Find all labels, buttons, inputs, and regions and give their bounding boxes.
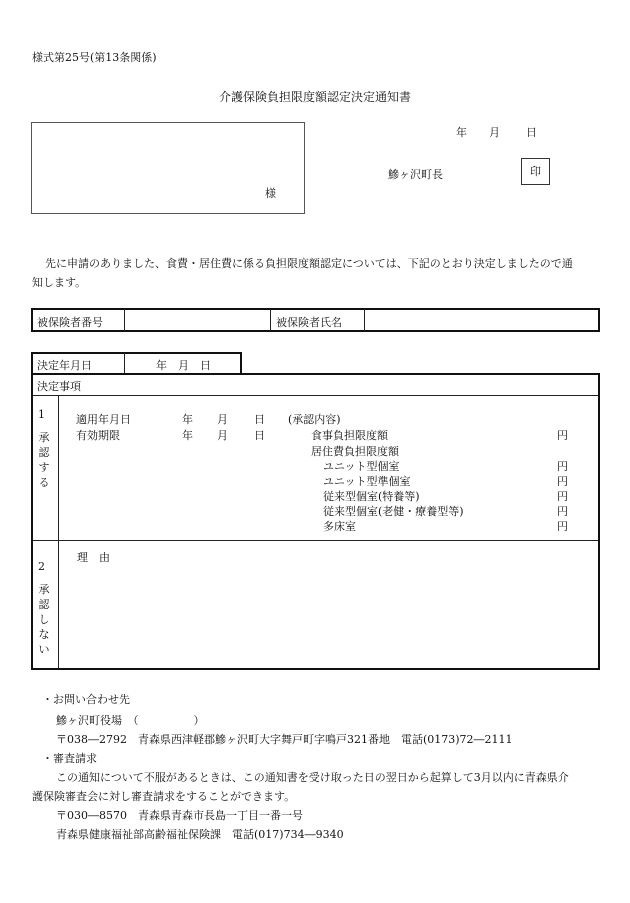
room-type-label: 従来型個室(特養等) [323,490,420,503]
approval-content-label: (承認内容) [288,413,341,426]
insured-divider-2 [270,309,271,331]
insured-name-label: 被保険者氏名 [276,316,342,329]
decision-header-divider [33,395,598,396]
valid-until-year: 年 [182,429,193,442]
reject-number: 2 [38,560,45,573]
decision-date-divider [124,353,125,373]
reason-label: 理 由 [77,551,110,564]
decision-matters-label: 決定事項 [37,380,81,393]
food-limit-yen: 円 [557,429,568,442]
insured-number-field[interactable] [126,310,269,330]
seal-label: 印 [530,165,541,178]
decision-date-value[interactable]: 年 月 日 [156,359,211,372]
approve-reject-divider [33,540,598,541]
appeal-text-line-1: この通知について不服があるときは、この通知書を受け取った日の翌日から起算して3月以内に青森県介 [56,771,569,784]
form-number: 様式第25号(第13条関係) [32,51,157,64]
insured-name-field[interactable] [366,310,598,330]
apply-date-month: 月 [217,413,228,426]
insured-number-label: 被保険者番号 [37,316,103,329]
approve-number: 1 [38,408,45,421]
room-type-yen: 円 [557,505,568,518]
date-year-label: 年 [456,126,467,139]
contact-address: 〒038―2792 青森県西津軽郡鰺ヶ沢町大字舞戸町字鳴戸321番地 電話(0173)72―2111 [56,733,513,746]
intro-line-2: 知します。 [32,276,87,289]
recipient-suffix: 様 [265,187,276,200]
intro-line-1: 先に申請のありました、食費・居住費に係る負担限度額認定については、下記のとおり決定しましたので通 [45,257,573,270]
apply-date-day: 日 [254,413,265,426]
date-day-label: 日 [526,126,537,139]
valid-until-day: 日 [254,429,265,442]
reject-vertical-label: 承認しない [38,583,50,656]
issuer-name: 鰺ヶ沢町長 [388,168,443,181]
apply-date-label: 適用年月日 [76,413,131,426]
insured-divider-1 [124,309,125,331]
room-type-label: 多床室 [323,520,356,533]
contact-office: 鰺ヶ沢町役場 （ ） [56,714,205,727]
room-type-label: ユニット型準個室 [323,475,411,488]
contact-heading: ・お問い合わせ先 [42,693,130,706]
seal-box [521,158,550,185]
valid-until-label: 有効期限 [76,429,120,442]
appeal-address: 〒030―8570 青森県青森市長島一丁目一番一号 [56,809,303,822]
room-type-yen: 円 [557,490,568,503]
room-type-yen: 円 [557,460,568,473]
insured-divider-3 [364,309,365,331]
reason-field[interactable] [70,566,590,662]
apply-date-year: 年 [182,413,193,426]
room-type-yen: 円 [557,475,568,488]
appeal-text-line-2: 護保険審査会に対し審査請求をすることができます。 [32,790,296,803]
valid-until-month: 月 [217,429,228,442]
decision-date-label: 決定年月日 [37,359,92,372]
food-limit-label: 食事負担限度額 [311,429,388,442]
room-type-label: ユニット型個室 [323,460,400,473]
room-type-yen: 円 [557,520,568,533]
appeal-office: 青森県健康福祉部高齢福祉保険課 電話(017)734―9340 [56,828,344,841]
decision-left-column-divider [58,396,59,668]
room-type-label: 従来型個室(老健・療養型等) [323,505,464,518]
appeal-heading: ・審査請求 [42,752,97,765]
residence-limit-label: 居住費負担限度額 [311,445,399,458]
document-title: 介護保険負担限度額認定決定通知書 [218,90,411,104]
approve-vertical-label: 承認する [38,431,50,489]
recipient-address-box[interactable] [31,122,305,214]
date-month-label: 月 [489,126,500,139]
